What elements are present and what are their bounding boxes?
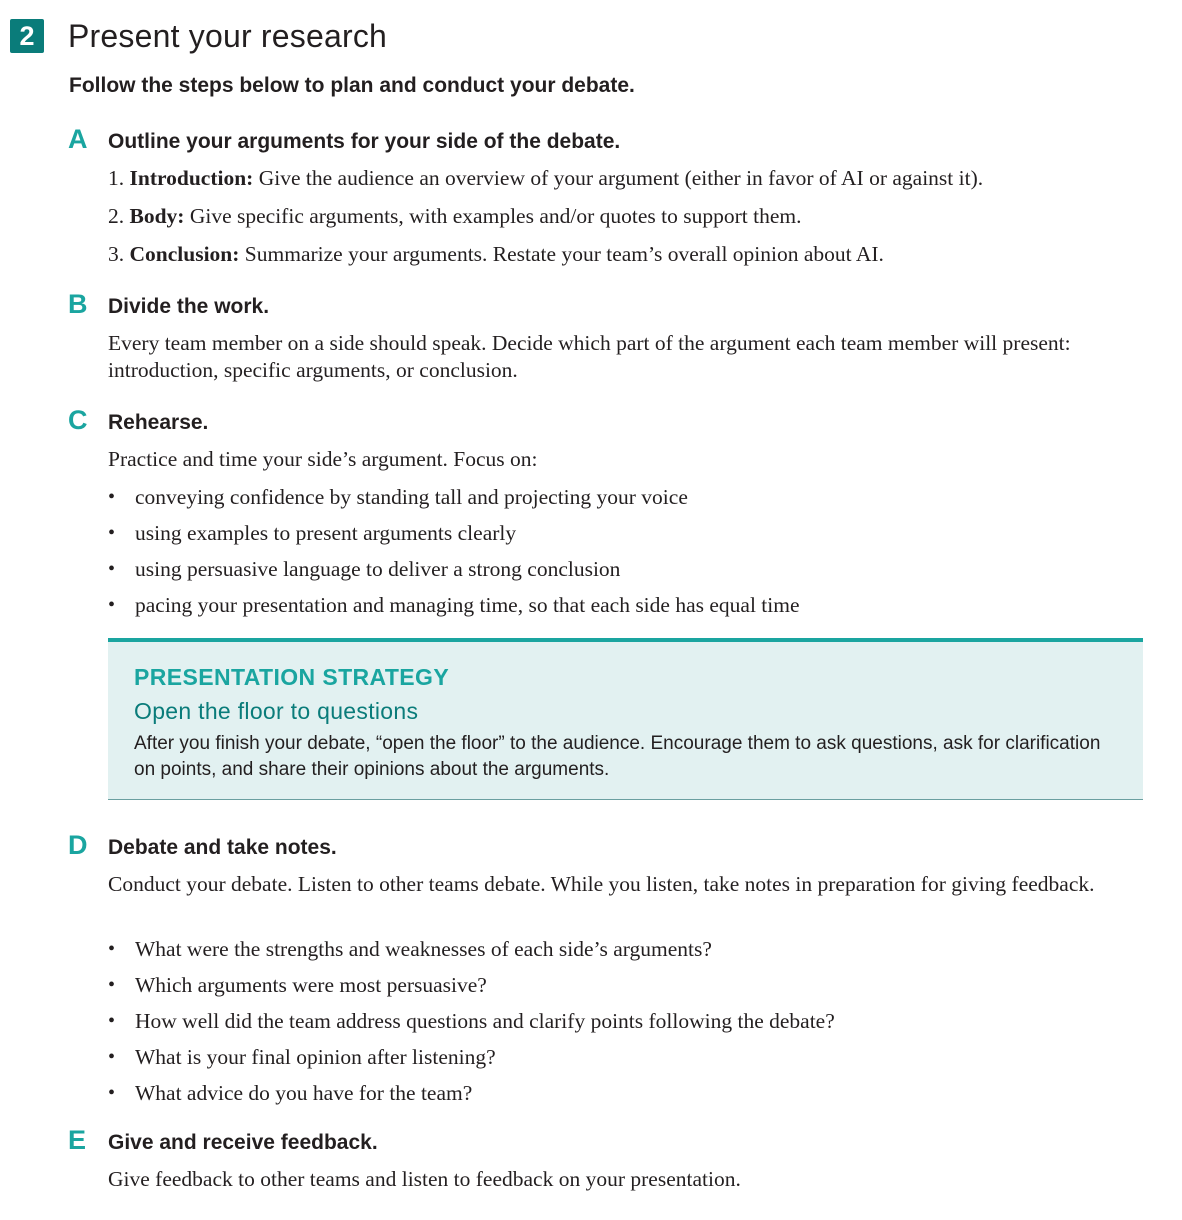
- step-d-heading: [68, 830, 337, 861]
- list-item: 1. Introduction: Give the audience an overview of your argument (either in favor of AI or against it).: [108, 166, 984, 190]
- list-item: • pacing your presentation and managing time, so that each side has equal time: [108, 592, 800, 628]
- step-c-intro: Practice and time your side’s argument. Focus on:: [108, 447, 538, 471]
- step-title: Outline your arguments for your side of the debate.: [108, 130, 621, 153]
- step-letter: D: [68, 830, 88, 860]
- list-item: 2. Body: Give specific arguments, with examples and/or quotes to support them.: [108, 204, 802, 228]
- bullet-icon: •: [108, 1046, 116, 1068]
- step-letter: E: [68, 1125, 87, 1155]
- callout-label: PRESENTATION STRATEGY: [134, 664, 450, 690]
- list-item: • Which arguments were most persuasive?: [108, 972, 835, 1008]
- list-item: • What were the strengths and weaknesses of each side’s arguments?: [108, 936, 835, 972]
- page-subtitle: Follow the steps below to plan and conduct your debate.: [69, 74, 635, 97]
- step-a-list: [108, 165, 983, 279]
- list-item: • What advice do you have for the team?: [108, 1080, 835, 1116]
- step-title: Divide the work.: [108, 295, 270, 318]
- step-title: Give and receive feedback.: [108, 1131, 378, 1154]
- bullet-icon: •: [108, 486, 116, 508]
- bullet-icon: •: [108, 522, 116, 544]
- bullet-icon: •: [108, 594, 116, 616]
- step-d-intro: Conduct your debate. Listen to other teams debate. While you listen, take notes in preparation for giving feedback.: [108, 872, 1095, 896]
- list-item: • using persuasive language to deliver a strong conclusion: [108, 556, 800, 592]
- bullet-icon: •: [108, 938, 116, 960]
- step-a-heading: [68, 124, 620, 155]
- step-letter: C: [68, 405, 88, 435]
- bullet-icon: •: [108, 974, 116, 996]
- step-title: Debate and take notes.: [108, 836, 337, 859]
- callout-body: After you finish your debate, “open the floor” to the audience. Encourage them to ask questions, ask for clarification on points, and share their opinions about the arguments.: [134, 733, 1101, 780]
- step-d-bullets: [108, 936, 835, 1116]
- step-title: Rehearse.: [108, 411, 209, 434]
- list-item: • using examples to present arguments clearly: [108, 520, 800, 556]
- list-item: • What is your final opinion after listening?: [108, 1044, 835, 1080]
- bullet-icon: •: [108, 1082, 116, 1104]
- callout-title: Open the floor to questions: [134, 698, 419, 724]
- step-b-heading: [68, 289, 269, 320]
- step-b-text: Every team member on a side should speak. Decide which part of the argument each team member will present: introduction, specific arguments, or conclusion.: [108, 331, 1071, 382]
- bullet-icon: •: [108, 1010, 116, 1032]
- step-c-heading: [68, 405, 208, 436]
- bullet-icon: •: [108, 558, 116, 580]
- list-item: 3. Conclusion: Summarize your arguments. Restate your team’s overall opinion about AI.: [108, 242, 884, 266]
- step-e-heading: [68, 1125, 378, 1156]
- step-letter: B: [68, 289, 88, 319]
- presentation-strategy-callout: [108, 638, 1143, 800]
- page-title: Present your research: [68, 17, 388, 54]
- step-e-text: Give feedback to other teams and listen to feedback on your presentation.: [108, 1167, 741, 1191]
- section-number-badge: 2: [10, 19, 44, 53]
- step-letter: A: [68, 124, 88, 154]
- step-c-bullets: [108, 484, 800, 628]
- list-item: • How well did the team address questions and clarify points following the debate?: [108, 1008, 835, 1044]
- list-item: • conveying confidence by standing tall and projecting your voice: [108, 484, 800, 520]
- section-header: [10, 18, 387, 54]
